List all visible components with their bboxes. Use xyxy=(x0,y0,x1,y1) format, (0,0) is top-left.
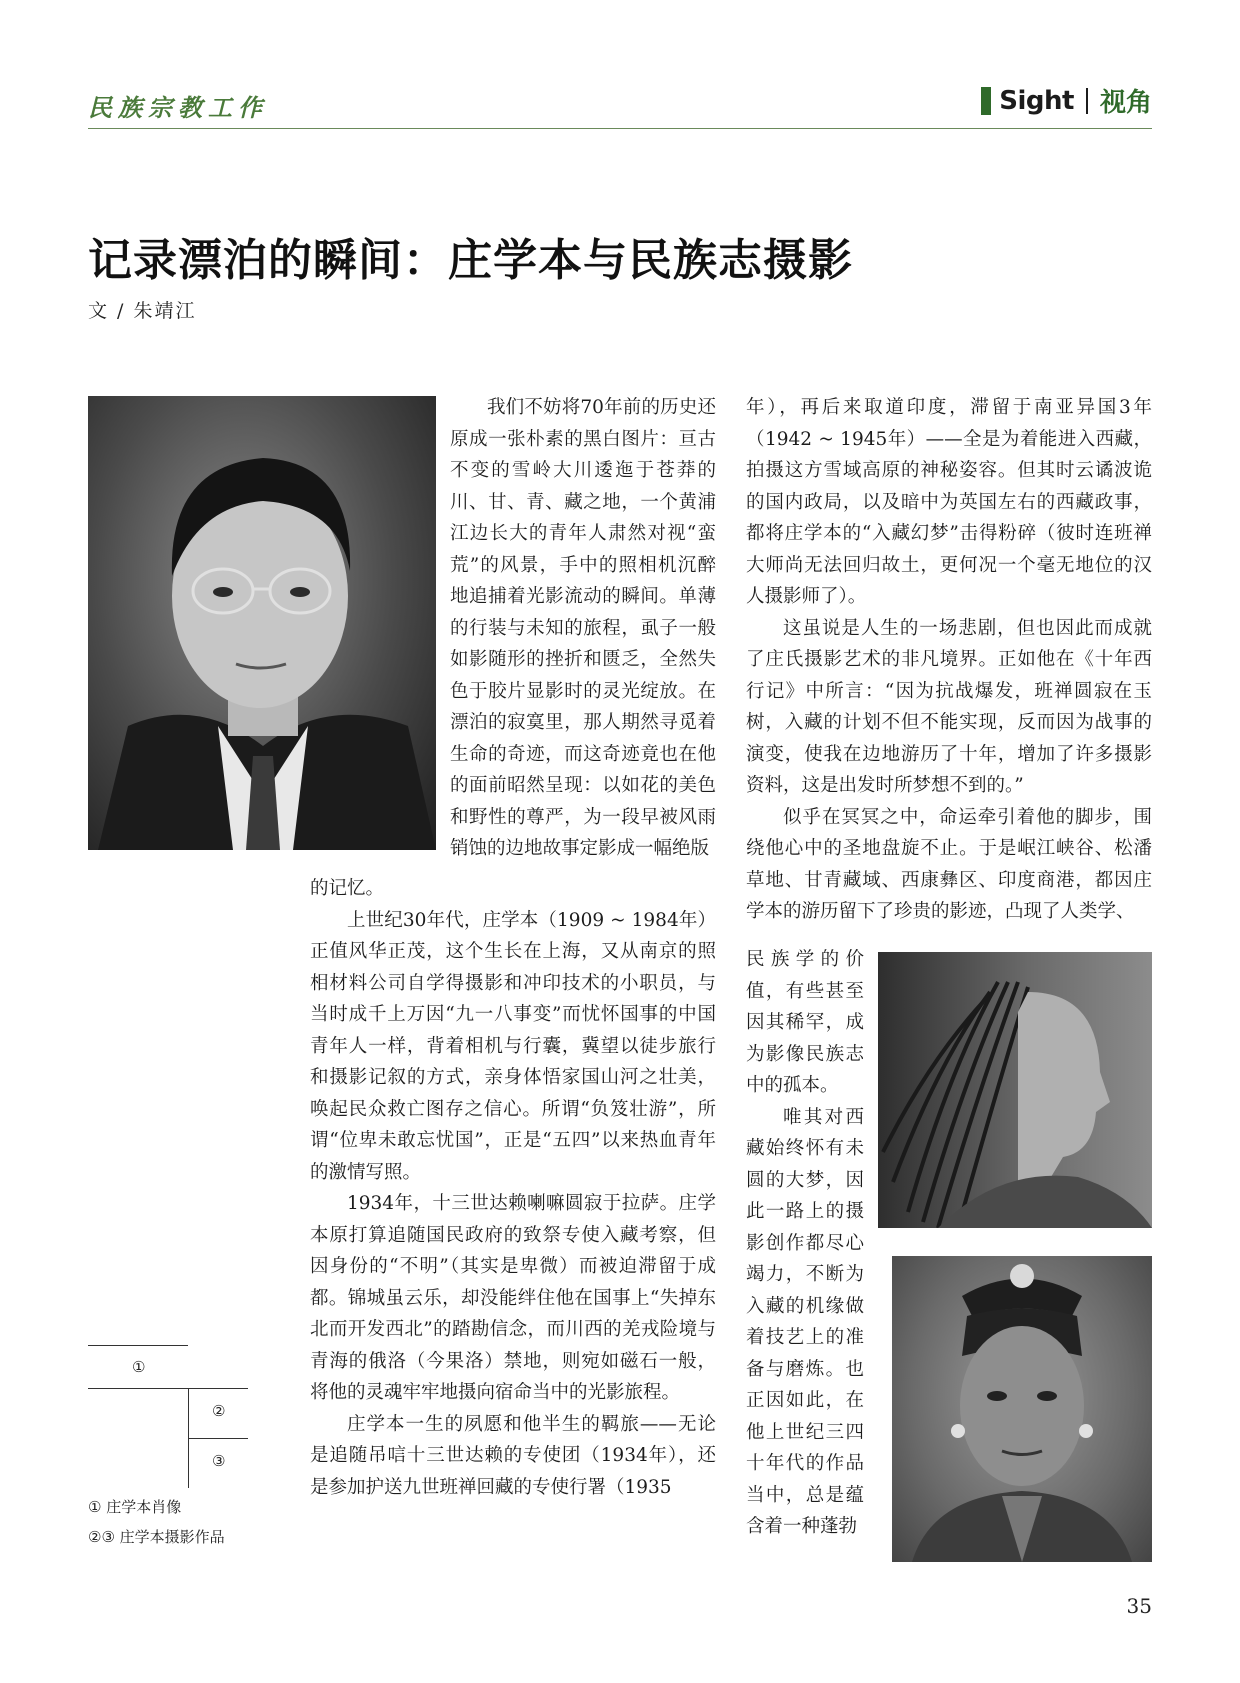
paragraph: 1934年，十三世达赖喇嘛圆寂于拉萨。庄学本原打算追随国民政府的致祭专使入藏考察，但因身份的“不明”（其实是卑微）而被迫滞留于成都。锦城虽云乐，却没能绊住他在国事上“失掉东北而开发西北”的踏勘信念，而川西的羌戎险境与青海的俄洛（今果洛）禁地，则宛如磁石一般，将他的灵魂牢牢地摄向宿命当中的光影旅程。 xyxy=(310,1193,716,1403)
section-label xyxy=(981,82,1152,119)
paragraph: 民族学的价值，有些甚至因其稀罕，成为影像民族志中的孤本。 xyxy=(746,949,864,1096)
byline: 文 / 朱靖江 xyxy=(88,300,197,322)
legend-number-1: ① xyxy=(132,1358,146,1376)
column1-top xyxy=(450,392,716,868)
legend-number-3: ③ xyxy=(212,1452,226,1470)
portrait-photo xyxy=(88,396,436,850)
braided-woman-photo xyxy=(878,952,1152,1228)
caption-1: ① 庄学本肖像 xyxy=(88,1498,182,1516)
section-divider xyxy=(1086,88,1088,114)
paragraph: 我们不妨将70年前的历史还原成一张朴素的黑白图片：亘古不变的雪岭大川逶迤于苍莽的川、甘、青、藏之地，一个黄浦江边长大的青年人肃然对视“蛮荒”的风景，手中的照相机沉醉地追捕着光影流动的瞬间。单薄的行装与未知的旅程，虱子一般如影随形的挫折和匮乏，全然失色于胶片显影时的灵光绽放。在漂泊的寂寞里，那人期然寻觅着生命的奇迹，而这奇迹竟也在他的面前昭然呈现：以如花的美色和野性的尊严，为一段早被风雨销蚀的边地故事定影成一幅绝版 xyxy=(450,397,716,859)
portrait-illustration xyxy=(88,396,436,850)
legend-line xyxy=(188,1438,248,1439)
paragraph: 似乎在冥冥之中，命运牵引着他的脚步，围绕他心中的圣地盘旋不止。于是岷江峡谷、松潘草地、甘青藏域、西康彝区、印度商港，都因庄学本的游历留下了珍贵的影迹，凸现了人类学、 xyxy=(746,806,1152,922)
braided-woman-illustration xyxy=(878,952,1152,1228)
page-number: 35 xyxy=(1126,1594,1152,1618)
section-bar-decoration xyxy=(981,87,991,115)
article-title: 记录漂泊的瞬间：庄学本与民族志摄影 xyxy=(88,235,853,286)
section-en: Sight xyxy=(999,85,1074,116)
paragraph: 这虽说是人生的一场悲剧，但也因此而成就了庄氏摄影艺术的非凡境界。正如他在《十年西行记》中所言：“因为抗战爆发，班禅圆寂在玉树，入藏的计划不但不能实现，反而因为战事的演变，使我在边地游历了十年，增加了许多摄影资料，这是出发时所梦想不到的。” xyxy=(746,617,1152,796)
paragraph: 唯其对西藏始终怀有未圆的大梦，因此一路上的摄影创作都尽心竭力，不断为入藏的机缘做着技艺上的准备与磨炼。也正因如此，在他上世纪三四十年代的作品当中，总是蕴含着一种蓬勃 xyxy=(746,1106,864,1537)
column1-main xyxy=(310,873,716,1503)
paragraph: 上世纪30年代，庄学本（1909 ~ 1984年）正值风华正茂，这个生长在上海，又从南京的照相材料公司自学得摄影和冲印技术的小职员，与当时成千上万因“九一八事变”而忧怀国事的中国青年人一样，背着相机与行囊，冀望以徒步旅行和摄影记叙的方式，亲身体悟家国山河之壮美，唤起民众救亡图存之信心。所谓“负笈壮游”，所谓“位卑未敢忘忧国”，正是“五四”以来热血青年的激情写照。 xyxy=(310,909,716,1183)
headdress-man-illustration xyxy=(892,1256,1152,1562)
paragraph: 的记忆。 xyxy=(310,878,385,899)
paragraph: 年），再后来取道印度，滞留于南亚异国3年（1942 ~ 1945年）——全是为着能进入西藏，拍摄这方雪域高原的神秘姿容。但其时云谲波诡的国内政局，以及暗中为英国左右的西藏政事，都将庄学本的“入藏幻梦”击得粉碎（彼时连班禅大师尚无法回归故土，更何况一个毫无地位的汉人摄影师了）。 xyxy=(746,397,1152,607)
photo-captions xyxy=(88,1492,225,1552)
legend-line xyxy=(88,1345,188,1346)
section-cn: 视角 xyxy=(1099,88,1152,118)
column2-narrow xyxy=(746,944,864,1543)
headdress-man-photo xyxy=(892,1256,1152,1562)
paragraph: 庄学本一生的夙愿和他半生的羁旅——无论是追随吊唁十三世达赖的专使团（1934年），还是参加护送九世班禅回藏的专使行署（1935 xyxy=(310,1413,716,1498)
magazine-name: 民族宗教工作 xyxy=(88,93,268,122)
legend-number-2: ② xyxy=(212,1402,226,1420)
caption-2: ②③ 庄学本摄影作品 xyxy=(88,1528,225,1546)
header-rule xyxy=(88,128,1152,129)
column2-top xyxy=(746,392,1152,928)
legend-line xyxy=(88,1388,248,1389)
